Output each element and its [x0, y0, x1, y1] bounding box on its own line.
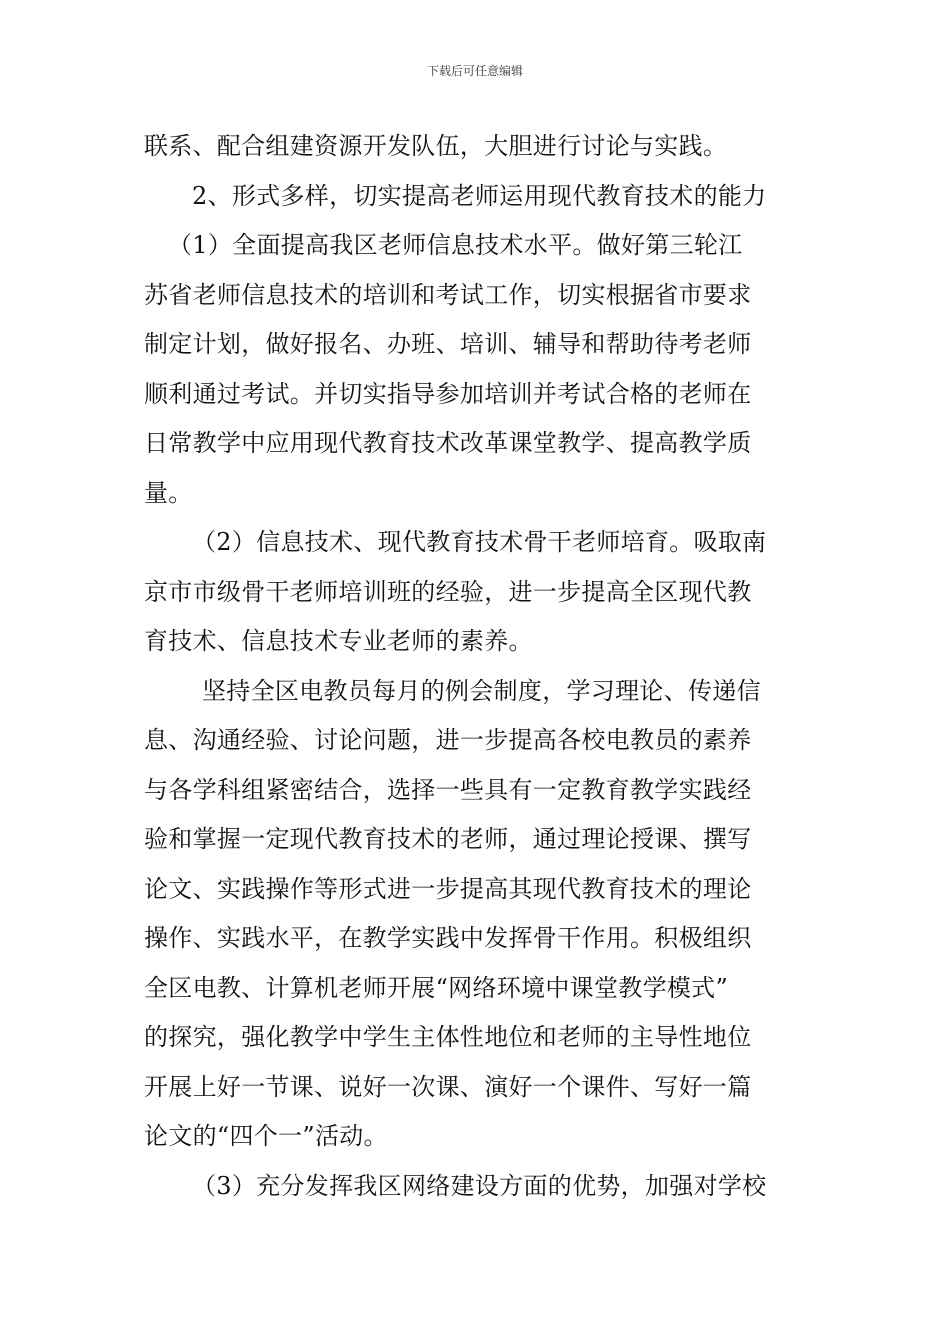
text-line: 联系、配合组建资源开发队伍，大胆进行讨论与实践。	[144, 132, 728, 160]
text-line: 顺利通过考试。并切实指导参加培训并考试合格的老师在	[144, 379, 752, 408]
text-line: 与各学科组紧密结合，选择一些具有一定教育教学实践经	[144, 775, 752, 804]
text-line: 的探究，强化教学中学生主体性地位和老师的主导性地位	[144, 1023, 752, 1051]
text-line: 量。	[144, 478, 193, 507]
document-body	[144, 122, 809, 1211]
text-line: 息、沟通经验、讨论问题，进一步提高各校电教员的素养	[144, 726, 752, 754]
text-line: （3）充分发挥我区网络建设方面的优势，加强对学校	[192, 1171, 767, 1200]
text-line: 操作、实践水平，在教学实践中发挥骨干作用。积极组织	[144, 924, 752, 952]
text-line: 全区电教、计算机老师开展“网络环境中课堂教学模式”	[144, 973, 729, 1002]
text-line: 2、形式多样，切实提高老师运用现代教育技术的能力	[192, 181, 767, 210]
text-line: 制定计划，做好报名、办班、培训、辅导和帮助待考老师	[144, 330, 752, 358]
text-line: 日常教学中应用现代教育技术改革课堂教学、提高教学质	[144, 429, 752, 457]
text-line: 论文、实践操作等形式进一步提高其现代教育技术的理论	[144, 874, 752, 903]
text-line: 论文的“四个一”活动。	[144, 1122, 388, 1150]
text-line: （2）信息技术、现代教育技术骨干老师培育。吸取南	[192, 528, 767, 556]
text-line: 坚持全区电教员每月的例会制度，学习理论、传递信	[202, 676, 761, 705]
text-line: 京市市级骨干老师培训班的经验，进一步提高全区现代教	[144, 577, 752, 606]
page-header: 下载后可任意编辑	[426, 64, 523, 78]
text-line: 育技术、信息技术专业老师的素养。	[144, 627, 533, 655]
text-line: 苏省老师信息技术的培训和考试工作，切实根据省市要求	[144, 280, 752, 309]
text-line: 验和掌握一定现代教育技术的老师，通过理论授课、撰写	[144, 825, 752, 853]
text-line: （1）全面提高我区老师信息技术水平。做好第三轮江	[168, 231, 743, 259]
text-line: 开展上好一节课、说好一次课、演好一个课件、写好一篇	[144, 1072, 752, 1101]
